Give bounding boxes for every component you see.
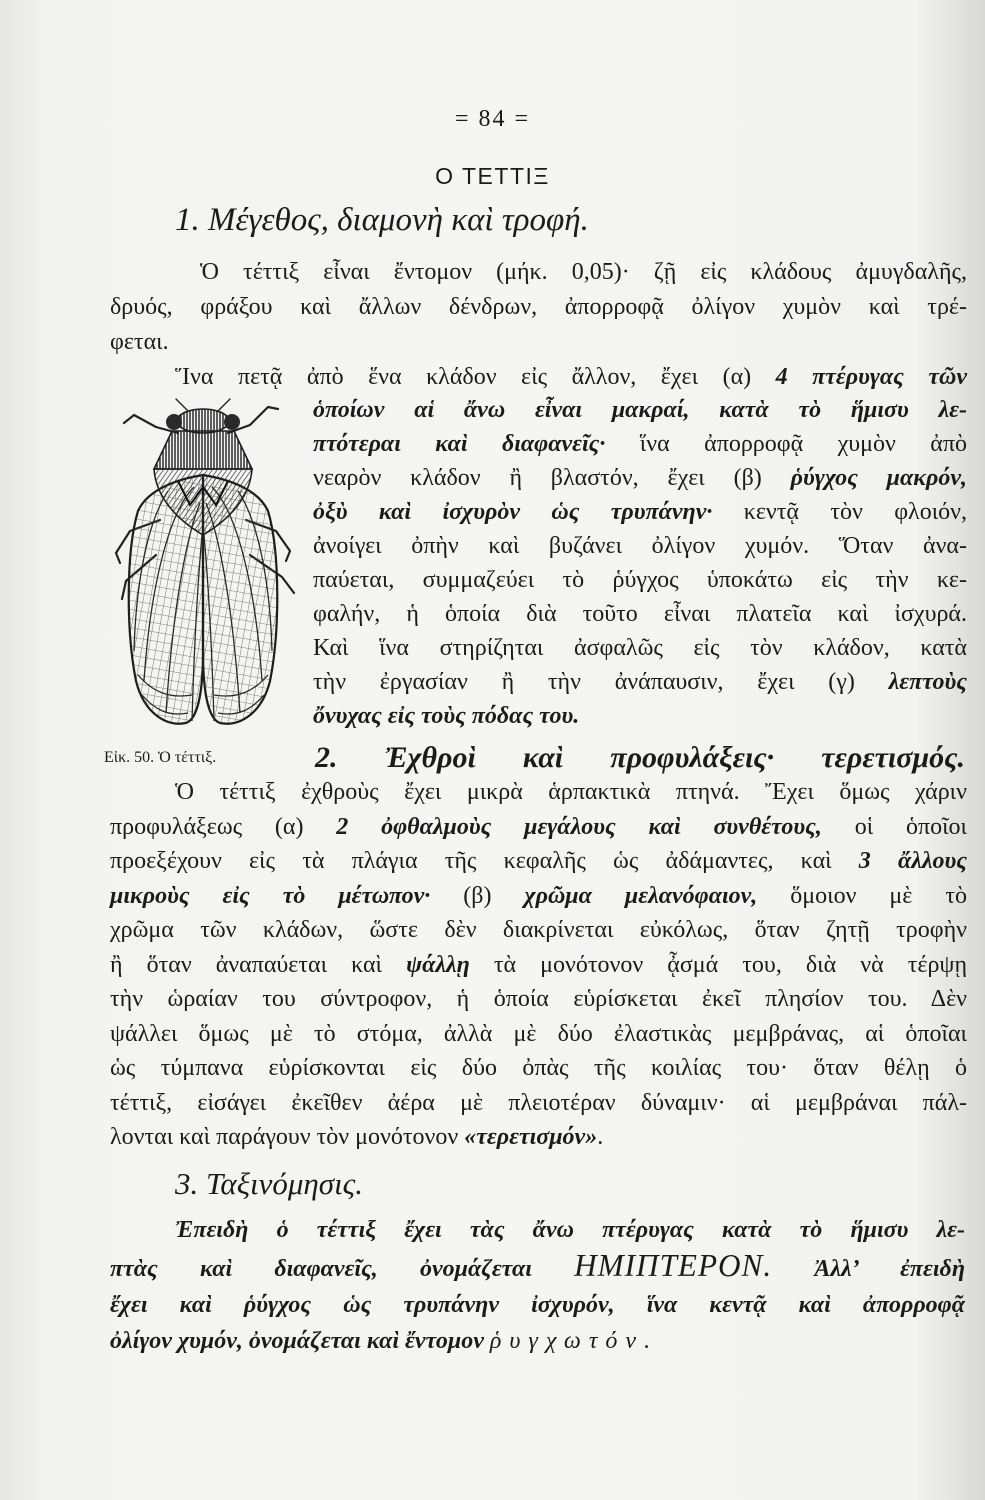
- emphasized-text-run: 2 ὀφθαλμοὺς μεγάλους καὶ συνθέτους,: [336, 813, 822, 840]
- text-run: Ὁ τέττιξ εἶναι ἔντομον (μήκ. 0,05)· ζῇ εἰς κλάδους ἀμυγδαλῆς,: [200, 259, 967, 285]
- emphasized-text-run: χρῶμα μελανόφαιον,: [524, 882, 758, 909]
- text-line: [110, 1323, 965, 1359]
- text-run: λονται καὶ παράγουν τὸν μονότονον: [110, 1124, 465, 1150]
- paragraph-classification: [110, 1212, 965, 1359]
- text-line: [313, 563, 967, 597]
- chapter-title: Ο ΤΕΤΤΙΞ: [435, 163, 550, 189]
- cicada-antenna-left: [176, 399, 188, 411]
- emphasized-text-run: ὁποίων αἱ ἄνω εἶναι μακραί, κατὰ τὸ ἥμισυ λε-: [313, 397, 967, 423]
- text-line: [313, 393, 967, 427]
- text-line: [313, 665, 967, 699]
- text-line: [110, 325, 967, 360]
- emphasized-text-run: 3 ἄλλους: [858, 848, 967, 874]
- emphasized-text-run: πτότεραι καὶ διαφανεῖς·: [313, 431, 606, 457]
- cicada-eye-right: [224, 414, 240, 430]
- text-run: κεντᾷ τὸν φλοιόν,: [712, 499, 967, 525]
- text-run: (β): [430, 882, 525, 909]
- text-run: ὡς τύμπανα εὑρίσκονται εἰς δύο ὀπὰς τῆς κοιλίας του· ὅταν θέλῃ ὁ: [110, 1055, 967, 1081]
- section-heading-size-habitat-food: 1. Μέγεθος, διαμονὴ καὶ τροφή.: [175, 202, 589, 238]
- cicada-head: [177, 409, 229, 433]
- paragraph-enemies: [110, 775, 967, 1155]
- section-heading-enemies-protection-song: 2. Ἐχθροὶ καὶ προφυλάξεις· τερετισμός.: [315, 741, 965, 774]
- emphasized-text-run: «τερετισμόν»: [464, 1124, 598, 1150]
- text-run: ἀνοίγει ὀπὴν καὶ βυζάνει ὀλίγον χυμόν. Ὅταν ἀνα-: [313, 533, 967, 559]
- text-line: [110, 1051, 967, 1086]
- text-run: προεξέχουν εἰς τὰ πλάγια τῆς κεφαλῆς ὡς ἀδάμαντες, καὶ: [110, 848, 859, 874]
- paragraph-anatomy-first-line: [110, 360, 967, 395]
- text-line: [110, 1248, 965, 1287]
- text-line: [110, 913, 967, 948]
- cicada-eye-left: [166, 414, 182, 430]
- text-line: [110, 1086, 967, 1121]
- text-run: τὰ μονότονον ᾆσμά του, διὰ νὰ τέρψῃ: [469, 951, 967, 978]
- text-line: [110, 290, 967, 325]
- paragraph-description: [110, 255, 967, 360]
- text-run: φεται.: [110, 329, 169, 355]
- text-line: [110, 1120, 967, 1155]
- text-run: παύεται, συμμαζεύει τὸ ῥύγχος ὑποκάτω εἰς τὴν κε-: [313, 567, 967, 593]
- cicada-antenna-right: [218, 399, 230, 411]
- text-run: Ἵνα πετᾷ ἀπὸ ἕνα κλάδον εἰς ἄλλον, ἔχει (α): [175, 364, 776, 390]
- emphasized-text-run: ὀλίγον χυμόν, ὀνομάζεται καὶ ἔντομον: [110, 1328, 490, 1354]
- text-run: τέττιξ, εἰσάγει ἐκεῖθεν ἀέρα μὲ πλειοτέραν δύναμιν· αἱ μεμβράναι πάλ-: [110, 1089, 967, 1116]
- emphasized-text-run: πτὰς καὶ διαφανεῖς, ὀνομάζεται: [110, 1256, 575, 1282]
- emphasized-text-run: Ἀλλ’ ἐπειδὴ: [772, 1256, 966, 1282]
- text-line: [313, 427, 967, 461]
- text-run: Καὶ ἵνα στηρίζηται ἀσφαλῶς εἰς τὸν κλάδον, κατὰ: [313, 635, 967, 661]
- emphasized-text-run: ῥύγχος μακρόν,: [790, 465, 967, 491]
- text-line: [110, 1287, 965, 1323]
- text-run: φαλήν, ἡ ὁποία διὰ τοῦτο εἶναι πλατεῖα καὶ ἰσχυρά.: [313, 601, 967, 627]
- text-line: [313, 631, 967, 665]
- emphasized-text-run: ὀξὺ καὶ ἰσχυρὸν ὡς τρυπάνην·: [313, 499, 713, 525]
- text-line: [110, 810, 967, 845]
- text-run: Ὁ τέττιξ ἐχθροὺς ἔχει μικρὰ ἁρπακτικὰ πτηνά. Ἔχει ὅμως χάριν: [175, 779, 967, 805]
- text-line: [313, 529, 967, 563]
- text-line: [110, 1017, 967, 1052]
- emphasized-text-run: Ἐπειδὴ ὁ τέττιξ ἔχει τὰς ἄνω πτέρυγας κατὰ τὸ ἥμισυ λε-: [175, 1217, 965, 1243]
- text-run: ἢ ὅταν ἀναπαύεται καὶ: [110, 951, 407, 978]
- emphasized-text-run: ψάλλῃ: [406, 951, 470, 978]
- text-line: [110, 255, 967, 290]
- text-line: [313, 495, 967, 529]
- text-line: [110, 948, 967, 983]
- text-run: νεαρὸν κλάδον ἢ βλαστόν, ἔχει (β): [313, 465, 791, 491]
- term-text-run: ΗΜΙΠΤΕΡΟΝ.: [574, 1248, 773, 1283]
- text-line: [110, 1212, 965, 1248]
- text-run: ἵνα ἀπορροφᾷ χυμὸν ἀπὸ: [605, 431, 968, 457]
- text-line: [313, 597, 967, 631]
- emphasized-text-run: μικροὺς εἰς τὸ μέτωπον·: [110, 882, 431, 909]
- figure-caption: Εἰκ. 50. Ὁ τέττιξ.: [104, 749, 217, 766]
- emphasized-text-run: ἔχει καὶ ῥύγχος ὡς τρυπάνην ἰσχυρόν, ἵνα κεντᾷ καὶ ἀπορροφᾷ: [110, 1292, 965, 1318]
- page-number: = 84 =: [454, 106, 531, 132]
- paragraph-anatomy-wrapped: [313, 393, 967, 733]
- text-line: [313, 699, 967, 733]
- cicada-pronotum: [154, 431, 252, 469]
- text-run: ὅμοιον μὲ τὸ: [757, 882, 968, 909]
- text-run: προφυλάξεως (α): [110, 813, 337, 840]
- cicada-illustration: [108, 395, 298, 730]
- text-run: τὴν ὡραίαν του σύντροφον, ἡ ὁποία εὑρίσκεται ἐκεῖ πλησίον του. Δὲν: [110, 986, 967, 1012]
- text-line: [110, 775, 967, 810]
- spaced-term-text-run: ῥυγχωτόν.: [489, 1328, 659, 1354]
- text-run: τὴν ἐργασίαν ἢ τὴν ἀνάπαυσιν, ἔχει (γ): [313, 669, 889, 695]
- text-line: [110, 360, 967, 395]
- emphasized-text-run: λεπτοὺς: [888, 669, 967, 695]
- emphasized-text-run: ὄνυχας εἰς τοὺς πόδας του.: [313, 703, 580, 729]
- text-run: δρυός, φράξου καὶ ἄλλων δένδρων, ἀπορροφᾷ ὀλίγον χυμὸν καὶ τρέ-: [110, 294, 967, 320]
- text-run: χρῶμα τῶν κλάδων, ὥστε δὲν διακρίνεται εὐκόλως, ὅταν ζητῇ τροφὴν: [110, 917, 967, 943]
- text-line: [110, 879, 967, 914]
- text-run: οἱ ὁποῖοι: [821, 813, 967, 840]
- text-line: [313, 461, 967, 495]
- text-line: [110, 844, 967, 879]
- text-run: .: [597, 1124, 604, 1150]
- text-run: ψάλλει ὅμως μὲ τὸ στόμα, ἀλλὰ μὲ δύο ἐλαστικὰς μεμβράνας, αἱ ὁποῖαι: [110, 1020, 967, 1047]
- section-heading-classification: 3. Ταξινόμησις.: [175, 1166, 364, 1201]
- text-line: [110, 982, 967, 1017]
- emphasized-text-run: 4 πτέρυγας τῶν: [775, 364, 967, 390]
